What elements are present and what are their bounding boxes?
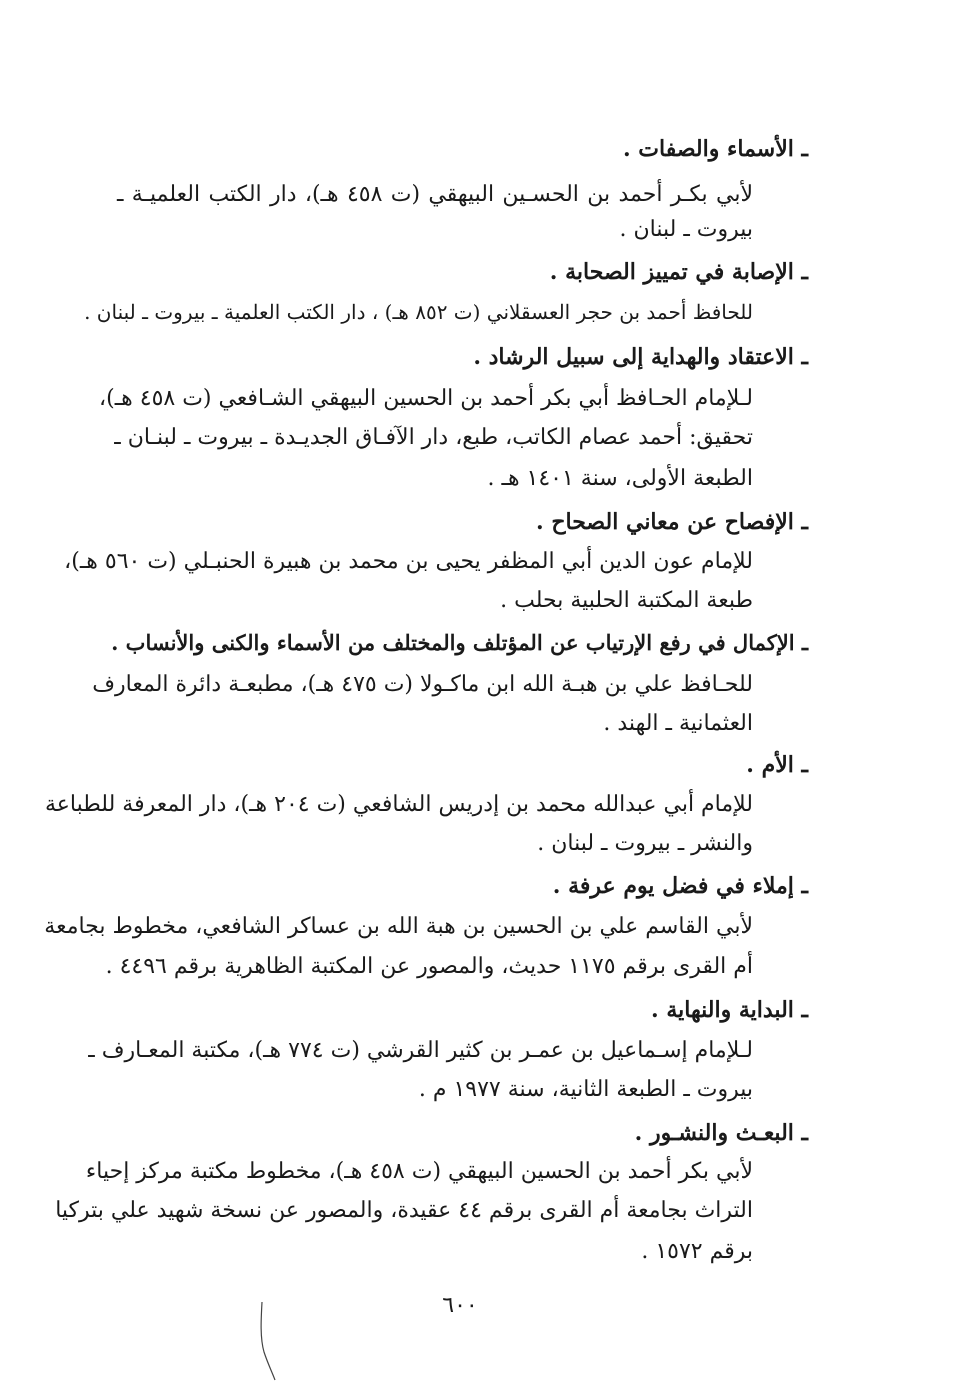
entry-text-line: بيروت ـ الطبعة الثانية، سنة ١٩٧٧ م . (418, 1077, 753, 1102)
entry-text-line: للحـافظ علي بن هبـة الله ابن ماكـولا (ت ٤٧٥ هـ)، مطبعـة دائرة المعارف (92, 672, 753, 697)
entry-text-line: للإمام أبي عبدالله محمد بن إدريس الشافعي (ت ٢٠٤ هـ)، دار المعرفة للطباعة (45, 792, 753, 817)
entry-text-line: لـلإمام الحـافظ أبي بكر أحمد بن الحسين البيهقي الشـافعي (ت ٤٥٨ هـ)، (99, 386, 753, 411)
entry-title: ـ الإفصاح عن معاني الصحاح . (536, 509, 808, 535)
entry-text-line: لأبي بكـر أحمد بن الحسـين البيهقي (ت ٤٥٨ هـ)، دار الكتب العلميـة ـ (117, 182, 753, 207)
entry-text-line: طبعة المكتبة الحلبية بحلب . (500, 588, 753, 613)
entry-text-line: لأبي القاسم علي بن الحسين بن هبة الله بن عساكر الشافعي، مخطوط بجامعة (44, 914, 753, 939)
entry-title: ـ البعـث والنشـور . (634, 1120, 808, 1146)
entry-text-line: أم القرى برقم ١١٧٥ حديث، والمصور عن المكتبة الظاهرية برقم ٤٤٩٦ . (105, 954, 753, 979)
entry-text-line: تحقيق: أحمد عصام الكاتب، طبع، دار الآفـاق الجديـدة ـ بيروت ـ لبنـان ـ (114, 425, 753, 450)
page-number: ٦٠٠ (442, 1293, 478, 1318)
entry-text-line: العثمانية ـ الهند . (603, 711, 753, 736)
entry-text-line: التراث بجامعة أم القرى برقم ٤٤ عقيدة، والمصور عن نسخة شهيد علي بتركيا (55, 1198, 753, 1223)
margin-stroke-mark (258, 1300, 282, 1382)
entry-text-line: لأبي بكر أحمد بن الحسين البيهقي (ت ٤٥٨ هـ)، مخطوط مكتبة مركز إحياء (85, 1159, 753, 1184)
entry-text-line: والنشر ـ بيروت ـ لبنان . (537, 831, 753, 856)
entry-title: ـ الأم . (746, 752, 808, 778)
entry-text-line: للإمام عون الدين أبي المظفر يحيى بن محمد بن هبيرة الحنبـلي (ت ٥٦٠ هـ)، (64, 549, 753, 574)
entry-title: ـ الإكمال في رفع الإرتياب عن المؤتلف والمختلف من الأسماء والكنى والأنساب . (111, 630, 808, 655)
entry-text-line: لـلإمام إسـماعيل بن عمـر بن كثير القرشي (ت ٧٧٤ هـ)، مكتبة المعـارف ـ (88, 1038, 753, 1063)
entry-text-line: للحافظ أحمد بن حجر العسقلاني (ت ٨٥٢ هـ) ، دار الكتب العلمية ـ بيروت ـ لبنان . (84, 300, 753, 324)
entry-text-line: بيروت ـ لبنان . (619, 217, 753, 242)
entry-text-line: الطبعة الأولى، سنة ١٤٠١ هـ . (487, 466, 753, 491)
entry-text-line: برقم ١٥٧٢ . (641, 1239, 753, 1264)
entry-title: ـ إملاء في فضل يوم عرفة . (552, 873, 808, 899)
entry-title: ـ الإصابة في تمييز الصحابة . (549, 259, 808, 285)
entry-title: ـ الأسماء والصفات . (622, 136, 808, 162)
entry-title: ـ البداية والنهاية . (651, 997, 808, 1023)
entry-title: ـ الاعتقاد والهداية إلى سبيل الرشاد . (473, 344, 808, 370)
